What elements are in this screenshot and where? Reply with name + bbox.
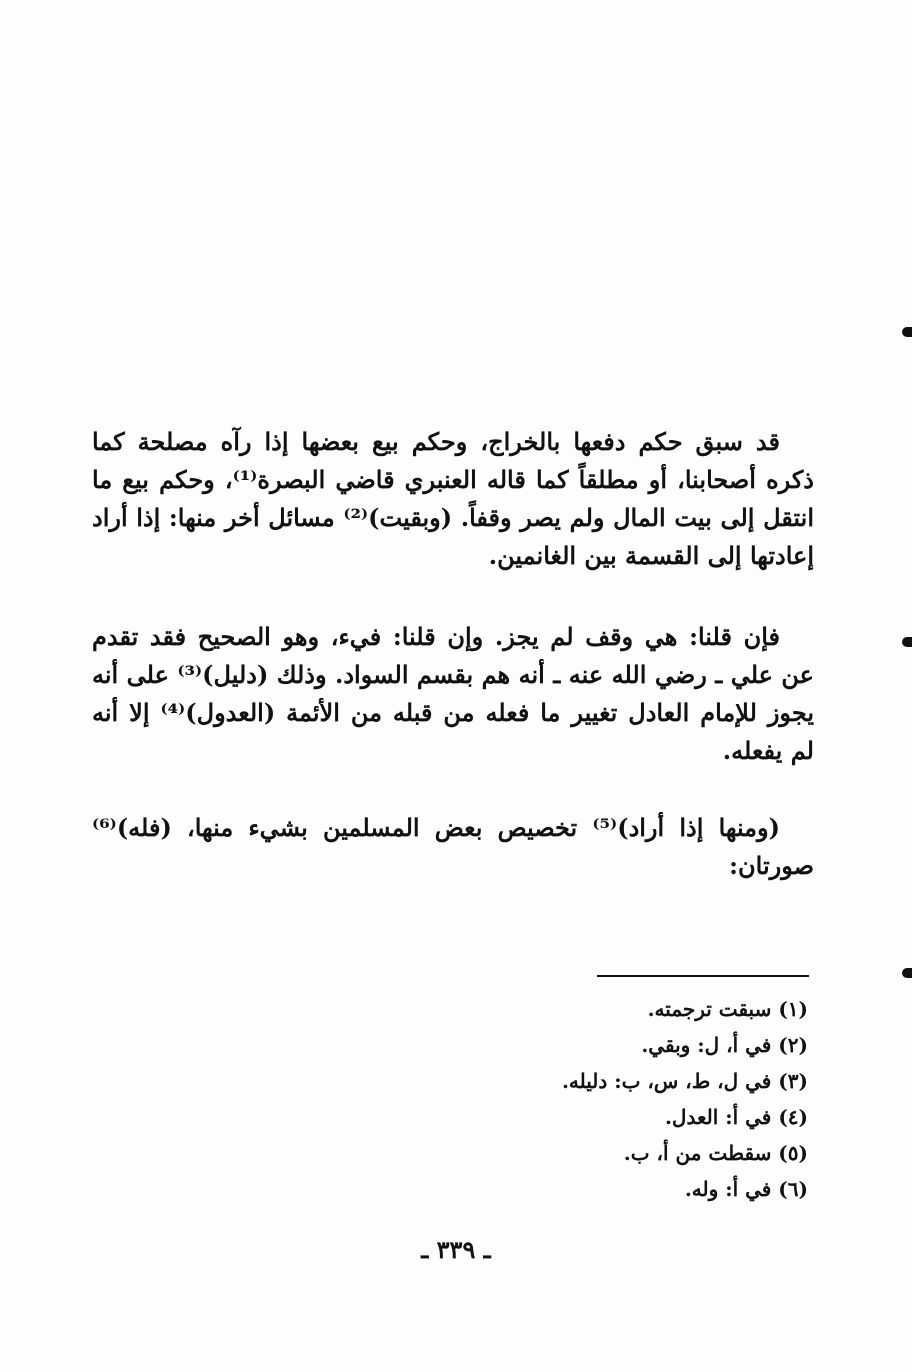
paragraph-text-2: فإن قلنا: هي وقف لم يجز. وإن قلنا: فيء، وهو الصحيح فقد تقدم عن علي ـ رضي الله عنه ـ أنه هم بقسم السواد. وذلك (دليل)⁽³⁾ على أنه يجوز للإمام العادل تغيير ما فعله من قبله من الأئمة (العدول)⁽⁴⁾ إلا أنه لم يفعله. bbox=[92, 622, 815, 765]
footnote-item-3: (٣) في ل، ط، س، ب: دليله. bbox=[561, 1069, 808, 1093]
footnote-item-5: (٥) سقطت من أ، ب. bbox=[623, 1141, 808, 1165]
page-number: ـ ٣٣٩ ـ bbox=[421, 1235, 491, 1264]
footnote-separator bbox=[597, 975, 809, 977]
body-paragraph-2 bbox=[92, 618, 814, 770]
footnotes-list bbox=[448, 991, 808, 1207]
footnote-item-4: (٤) في أ: العدل. bbox=[664, 1105, 808, 1129]
margin-mark-middle bbox=[902, 637, 912, 647]
footnote-item-2: (٢) في أ، ل: وبقي. bbox=[641, 1033, 808, 1057]
paragraph-text-1: قد سبق حكم دفعها بالخراج، وحكم بيع بعضها إذا رآه مصلحة كما ذكره أصحابنا، أو مطلقاً كما قاله العنبري قاضي البصرة⁽¹⁾، وحكم بيع ما انتقل إلى بيت المال ولم يصر وقفاً. (وبقيت)⁽²⁾ مسائل أخر منها: إذا أراد إعادتها إلى القسمة بين الغانمين. bbox=[92, 427, 814, 570]
margin-mark-bottom bbox=[902, 968, 912, 978]
margin-mark-top bbox=[902, 327, 912, 337]
footnote-item-1: (١) سبقت ترجمته. bbox=[647, 997, 808, 1021]
body-paragraph-3 bbox=[92, 809, 814, 885]
footnote-item-6: (٦) في أ: وله. bbox=[684, 1177, 808, 1201]
body-paragraph-1 bbox=[92, 423, 814, 575]
paragraph-text-3: (ومنها إذا أراد)⁽⁵⁾ تخصيص بعض المسلمين بشيء منها، (فله)⁽⁶⁾ صورتان: bbox=[92, 813, 814, 880]
